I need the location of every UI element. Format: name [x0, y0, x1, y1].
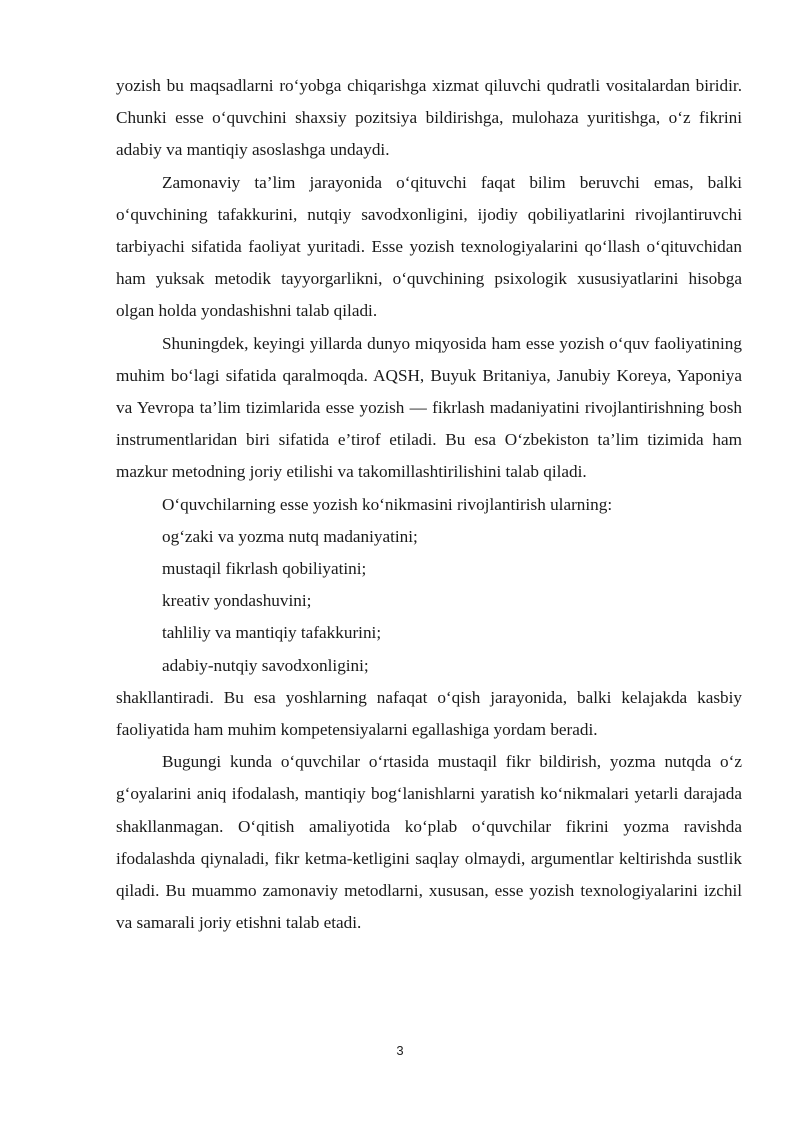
list-item: tahliliy va mantiqiy tafakkurini;	[162, 623, 382, 643]
paragraph-world-practice: Shuningdek, keyingi yillarda dunyo miqyosida ham esse yozish o‘quv faoliyatining muhim bo‘lagi sifatida qaralmoqda. AQSH, Buyuk Britaniya, Janubiy Koreya, Yaponiya va Yevropa ta’lim tizimlarida esse yozish — fikrlash madaniyatini rivojlantirishning bosh instrumentlaridan biri sifatida e’tirof etiladi. Bu esa O‘zbekiston ta’lim tizimida ham mazkur metodning joriy etilishi va takomillashtirilishini talab qiladi.	[116, 333, 742, 482]
list-item: mustaqil fikrlash qobiliyatini;	[162, 559, 367, 579]
page-number: 3	[396, 1043, 404, 1058]
list-item: kreativ yondashuvini;	[162, 591, 312, 611]
skills-list	[116, 521, 742, 682]
paragraph-continuation: yozish bu maqsadlarni ro‘yobga chiqarishga xizmat qiluvchi qudratli vositalardan biridir. Chunki esse o‘quvchini shaxsiy pozitsiya bildirishga, mulohaza yuritishga, o‘z fikrini adabiy va mantiqiy asoslashga undaydi.	[116, 76, 742, 160]
list-item: adabiy-nutqiy savodxonligini;	[162, 655, 369, 675]
paragraph-current-problem: Bugungi kunda o‘quvchilar o‘rtasida mustaqil fikr bildirish, yozma nutqda o‘z g‘oyalarini aniq ifodalash, mantiqiy bog‘lanishlarni yaratish ko‘nikmalari yetarli darajada shakllanmagan. O‘qitish amaliyotida ko‘plab o‘quvchilar fikrini yozma ravishda ifodalashda qiynaladi, fikr ketma-ketligini saqlay olmaydi, argumentlar keltirishda sustlik qiladi. Bu muammo zamonaviy metodlarni, xususan, esse yozish texnologiyalarini izchil va samarali joriy etishni talab etadi.	[116, 752, 742, 933]
paragraph-list-conclusion: shakllantiradi. Bu esa yoshlarning nafaqat o‘qish jarayonida, balki kelajakda kasbiy faoliyatida ham muhim kompetensiyalarni egallashiga yordam beradi.	[116, 687, 742, 740]
paragraph-modern-education: Zamonaviy ta’lim jarayonida o‘qituvchi faqat bilim beruvchi emas, balki o‘quvchining tafakkurini, nutqiy savodxonligini, ijodiy qobiliyatlarini rivojlantiruvchi tarbiyachi sifatida faoliyat yuritadi. Esse yozish texnologiyalarini qo‘llash o‘qituvchidan ham yuksak metodik tayyorgarlikni, o‘quvchining psixologik xususiyatlarini hisobga olgan holda yondashishni talab qiladi.	[116, 172, 742, 321]
document-body	[116, 70, 742, 939]
list-item: og‘zaki va yozma nutq madaniyatini;	[162, 526, 418, 546]
list-intro: O‘quvchilarning esse yozish ko‘nikmasini rivojlantirish ularning:	[162, 494, 613, 514]
